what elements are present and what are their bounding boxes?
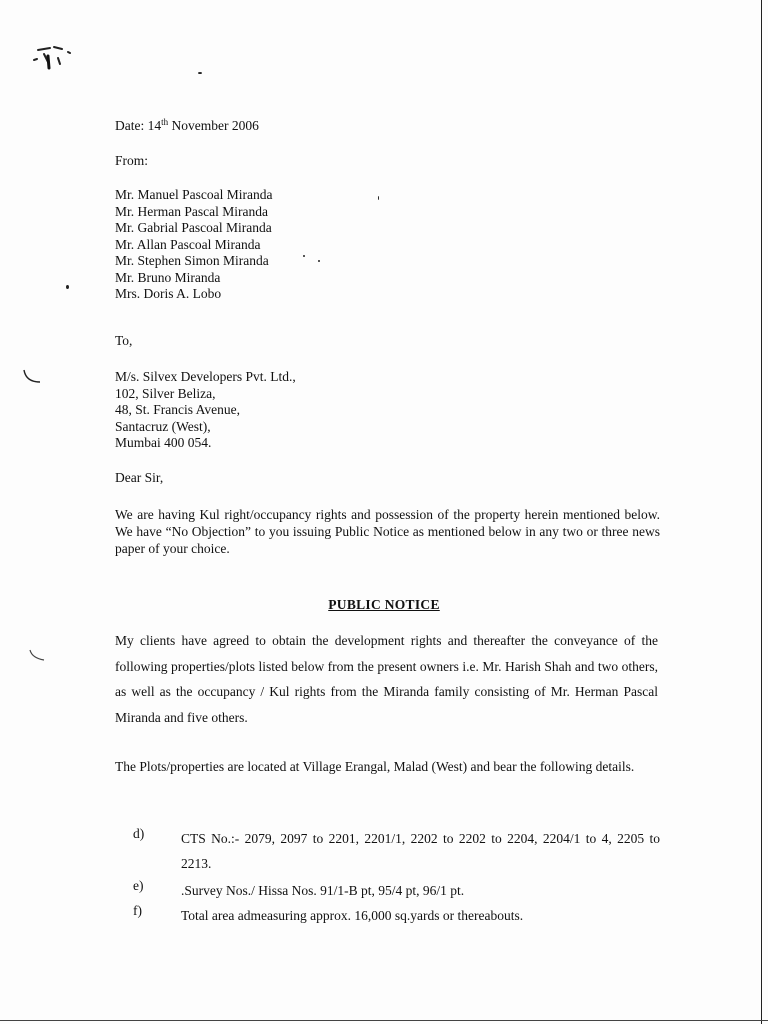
address-line: Mumbai 400 054.: [115, 435, 212, 450]
property-details-list: [115, 826, 660, 928]
address-line: 48, St. Francis Avenue,: [115, 402, 240, 417]
from-label: From:: [115, 152, 149, 168]
sender-name: Mr. Bruno Miranda: [115, 269, 221, 285]
sender-name: Mr. Stephen Simon Miranda: [115, 253, 269, 268]
hole-punch-mark-icon: [20, 366, 50, 388]
sender-list: [115, 187, 660, 303]
to-label: To,: [115, 332, 133, 348]
list-item: [115, 903, 660, 928]
sender-name: Mr. Gabrial Pascoal Miranda: [115, 220, 272, 235]
list-item-text: CTS No.:- 2079, 2097 to 2201, 2201/1, 2202 to 2202 to 2204, 2204/1 to 4, 2205 to 2213.: [181, 831, 660, 871]
sender-name: Mr. Manuel Pascoal Miranda: [115, 187, 273, 202]
list-item: [115, 878, 660, 903]
hole-punch-mark-icon: [26, 646, 56, 668]
list-marker: d): [133, 826, 145, 841]
page-edge-right: [761, 0, 762, 1024]
list-item-text: Total area admeasuring approx. 16,000 sq.yards or thereabouts.: [181, 908, 524, 923]
scan-speck: [198, 72, 202, 74]
letter-header: [115, 118, 660, 557]
recipient-address: [115, 369, 660, 452]
list-marker: f): [133, 903, 142, 918]
address-line: Santacruz (West),: [115, 418, 211, 434]
letter-date: [115, 118, 660, 135]
salutation: Dear Sir,: [115, 469, 164, 485]
scan-speck: [66, 285, 69, 289]
list-item-text: .Survey Nos./ Hissa Nos. 91/1-B pt, 95/4 pt, 96/1 pt.: [181, 883, 465, 898]
page-edge-bottom: [0, 1020, 768, 1021]
sender-name: Mr. Herman Pascal Miranda: [115, 203, 268, 219]
address-line: M/s. Silvex Developers Pvt. Ltd.,: [115, 369, 296, 384]
public-notice-title: PUBLIC NOTICE: [328, 597, 440, 612]
intro-paragraph: We are having Kul right/occupancy rights and possession of the property herein mentioned below. We have “No Objection” to you issuing Public Notice as mentioned below in any two or three news paper of your choice.: [115, 507, 660, 556]
scan-mark-icon: [28, 38, 98, 88]
public-notice-body: My clients have agreed to obtain the development rights and thereafter the conveyance of the following properties/plots listed below from the present owners i.e. Mr. Harish Shah and two others, as well as the occupancy / Kul rights from the Miranda family consisting of Mr. Herman Pascal Miranda and five others.: [115, 633, 658, 725]
list-marker: e): [133, 878, 144, 893]
sender-name: Mrs. Doris A. Lobo: [115, 286, 222, 301]
date-ordinal: th: [161, 117, 169, 127]
plots-location-paragraph: The Plots/properties are located at Village Erangal, Malad (West) and bear the following details.: [115, 759, 635, 774]
list-item: [115, 826, 660, 876]
date-text: Date: 14: [115, 118, 162, 133]
address-line: 102, Silver Beliza,: [115, 385, 216, 401]
date-text-rest: November 2006: [168, 118, 259, 133]
sender-name: Mr. Allan Pascoal Miranda: [115, 236, 261, 252]
